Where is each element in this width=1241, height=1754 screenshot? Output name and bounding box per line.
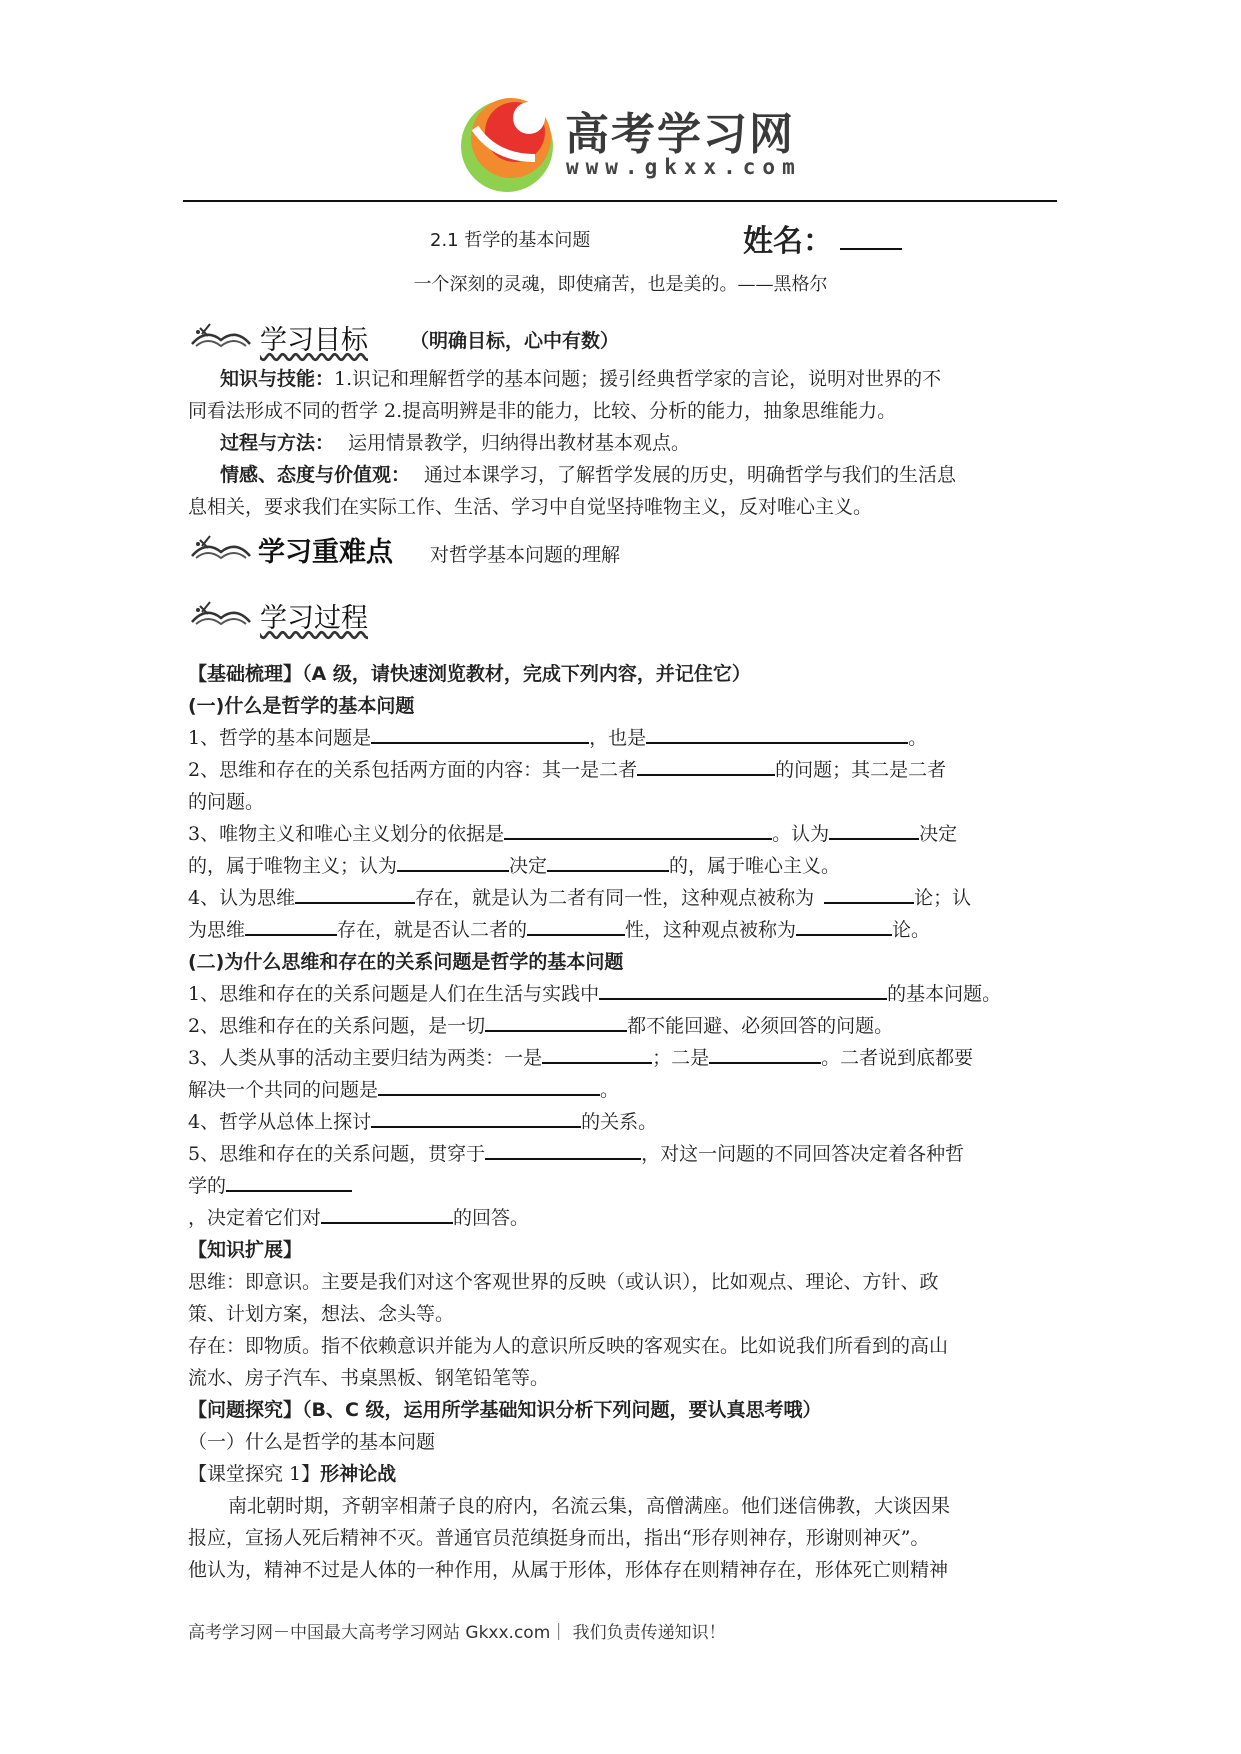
basics-q3: 3、唯物主义和唯心主义划分的依据是 。认为 决定	[188, 818, 1068, 850]
answer-blank[interactable]	[226, 1170, 352, 1192]
extension-line: 存在：即物质。指不依赖意识并能为人的意识所反映的客观实在。比如说我们所看到的高山	[188, 1335, 949, 1357]
case-title: 形神论战	[320, 1463, 397, 1485]
logo-emblem-icon	[455, 88, 565, 198]
answer-blank[interactable]	[824, 882, 914, 904]
extension-line: 流水、房子汽车、书桌黑板、钢笔铅笔等。	[188, 1367, 550, 1389]
basics-q3-cont: 的，属于唯物主义；认为 决定 的，属于唯心主义。	[188, 850, 1068, 882]
section-key-subtitle: 对哲学基本问题的理解	[430, 544, 621, 566]
answer-blank[interactable]	[796, 914, 892, 936]
lesson-title: 2.1 哲学的基本问题	[430, 230, 591, 251]
section-goals-subtitle: （明确目标，心中有数）	[410, 330, 620, 352]
logo-text: 高考学习网	[565, 109, 795, 160]
answer-blank[interactable]	[547, 850, 669, 872]
basics-r4: 4、哲学从总体上探讨 的关系。	[188, 1106, 1068, 1138]
name-label: 姓名：	[743, 224, 833, 259]
answer-blank[interactable]	[245, 914, 337, 936]
basics-q4: 4、认为思维 存在，就是认为二者有同一性，这种观点被称为 论；认	[188, 882, 1068, 914]
basics-part2-heading: (二)为什么思维和存在的关系问题是哲学的基本问题	[188, 951, 624, 973]
basics-r3: 3、人类从事的活动主要归结为两类：一是 ；二是 。二者说到底都要	[188, 1042, 1068, 1074]
answer-blank[interactable]	[637, 754, 775, 776]
answer-blank[interactable]	[542, 1042, 652, 1064]
case-paragraph: 报应，宣扬人死后精神不灭。普通官员范缜挺身而出，指出“形存则神存，形谢则神灭”。	[188, 1527, 930, 1549]
answer-blank[interactable]	[709, 1042, 821, 1064]
basics-q2-cont: 的问题。	[188, 791, 265, 813]
knowledge-line-1: 知识与技能：1.识记和理解哲学的基本问题；援引经典哲学家的言论，说明对世界的不	[220, 368, 942, 390]
basics-r5: 5、思维和存在的关系问题，贯穿于 ，对这一问题的不同回答决定着各种哲	[188, 1138, 1068, 1170]
answer-blank[interactable]	[829, 818, 919, 840]
process-line: 过程与方法： 运用情景教学，归纳得出教材基本观点。	[220, 432, 691, 454]
basics-r2: 2、思维和存在的关系问题，是一切 都不能回避、必须回答的问题。	[188, 1010, 1068, 1042]
motto: 一个深刻的灵魂，即使痛苦，也是美的。——黑格尔	[413, 274, 828, 295]
answer-blank[interactable]	[485, 1138, 641, 1160]
logo-url: www.gkxx.com	[566, 155, 802, 179]
basics-q1: 1、哲学的基本问题是 ，也是 。	[188, 722, 1068, 754]
section-process-title: 学习过程	[260, 603, 368, 634]
knowledge-line-2: 同看法形成不同的哲学 2.提高明辨是非的能力，比较、分析的能力，抽象思维能力。	[188, 400, 897, 422]
basics-heading: 【基础梳理】（A 级，请快速浏览教材，完成下列内容，并记住它）	[188, 663, 751, 685]
book-icon	[188, 320, 254, 354]
answer-blank[interactable]	[485, 1010, 627, 1032]
book-icon	[188, 532, 254, 566]
emotion-line-2: 息相关，要求我们在实际工作、生活、学习中自觉坚持唯物主义，反对唯心主义。	[188, 496, 873, 518]
answer-blank[interactable]	[371, 722, 589, 744]
extension-line: 策、计划方案，想法、念头等。	[188, 1303, 455, 1325]
basics-r1: 1、思维和存在的关系问题是人们在生活与实践中 的基本问题。	[188, 978, 1068, 1010]
basics-part1-heading: (一)什么是哲学的基本问题	[188, 695, 415, 717]
case-paragraph: 南北朝时期，齐朝宰相萧子良的府内，名流云集，高僧满座。他们迷信佛教，大谈因果	[228, 1495, 951, 1517]
case-paragraph: 他认为，精神不过是人体的一种作用，从属于形体，形体存在则精神存在，形体死亡则精神	[188, 1559, 949, 1581]
extension-line: 思维：即意识。主要是我们对这个客观世界的反映（或认识），比如观点、理论、方针、政	[188, 1271, 939, 1293]
answer-blank[interactable]	[527, 914, 625, 936]
answer-blank[interactable]	[646, 722, 908, 744]
name-blank	[840, 248, 902, 250]
knowledge-label: 知识与技能：	[220, 368, 335, 390]
page-footer: 高考学习网－中国最大高考学习网站 Gkxx.com｜ 我们负责传递知识！	[188, 1623, 726, 1643]
inquiry-heading: 【问题探究】（B、C 级，运用所学基础知识分析下列问题，要认真思考哦）	[188, 1399, 822, 1421]
section-goals-title: 学习目标	[260, 325, 368, 356]
basics-r5-cont: 学的	[188, 1170, 1068, 1202]
extension-heading: 【知识扩展】	[188, 1239, 303, 1261]
answer-blank[interactable]	[504, 818, 772, 840]
basics-r5-cont2: ，决定着它们对 的回答。	[188, 1202, 1068, 1234]
basics-q4-cont: 为思维 存在，就是否认二者的 性，这种观点被称为 论。	[188, 914, 1068, 946]
emotion-line-1: 情感、态度与价值观： 通过本课学习，了解哲学发展的历史，明确哲学与我们的生活息	[220, 464, 957, 486]
basics-q2: 2、思维和存在的关系包括两方面的内容：其一是二者 的问题；其二是二者	[188, 754, 1068, 786]
header-rule	[183, 200, 1057, 202]
inquiry-part1: （一）什么是哲学的基本问题	[188, 1431, 436, 1453]
book-icon	[188, 598, 254, 632]
case-label: 【课堂探究 1】	[188, 1463, 321, 1485]
case-heading	[188, 1458, 1068, 1490]
emotion-label: 情感、态度与价值观：	[220, 464, 411, 486]
answer-blank[interactable]	[371, 1106, 581, 1128]
answer-blank[interactable]	[295, 882, 415, 904]
answer-blank[interactable]	[321, 1202, 453, 1224]
answer-blank[interactable]	[378, 1074, 600, 1096]
answer-blank[interactable]	[599, 978, 887, 1000]
basics-r3-cont: 解决一个共同的问题是 。	[188, 1074, 1068, 1106]
process-label: 过程与方法：	[220, 432, 335, 454]
section-key-title: 学习重难点	[258, 537, 393, 568]
answer-blank[interactable]	[397, 850, 509, 872]
